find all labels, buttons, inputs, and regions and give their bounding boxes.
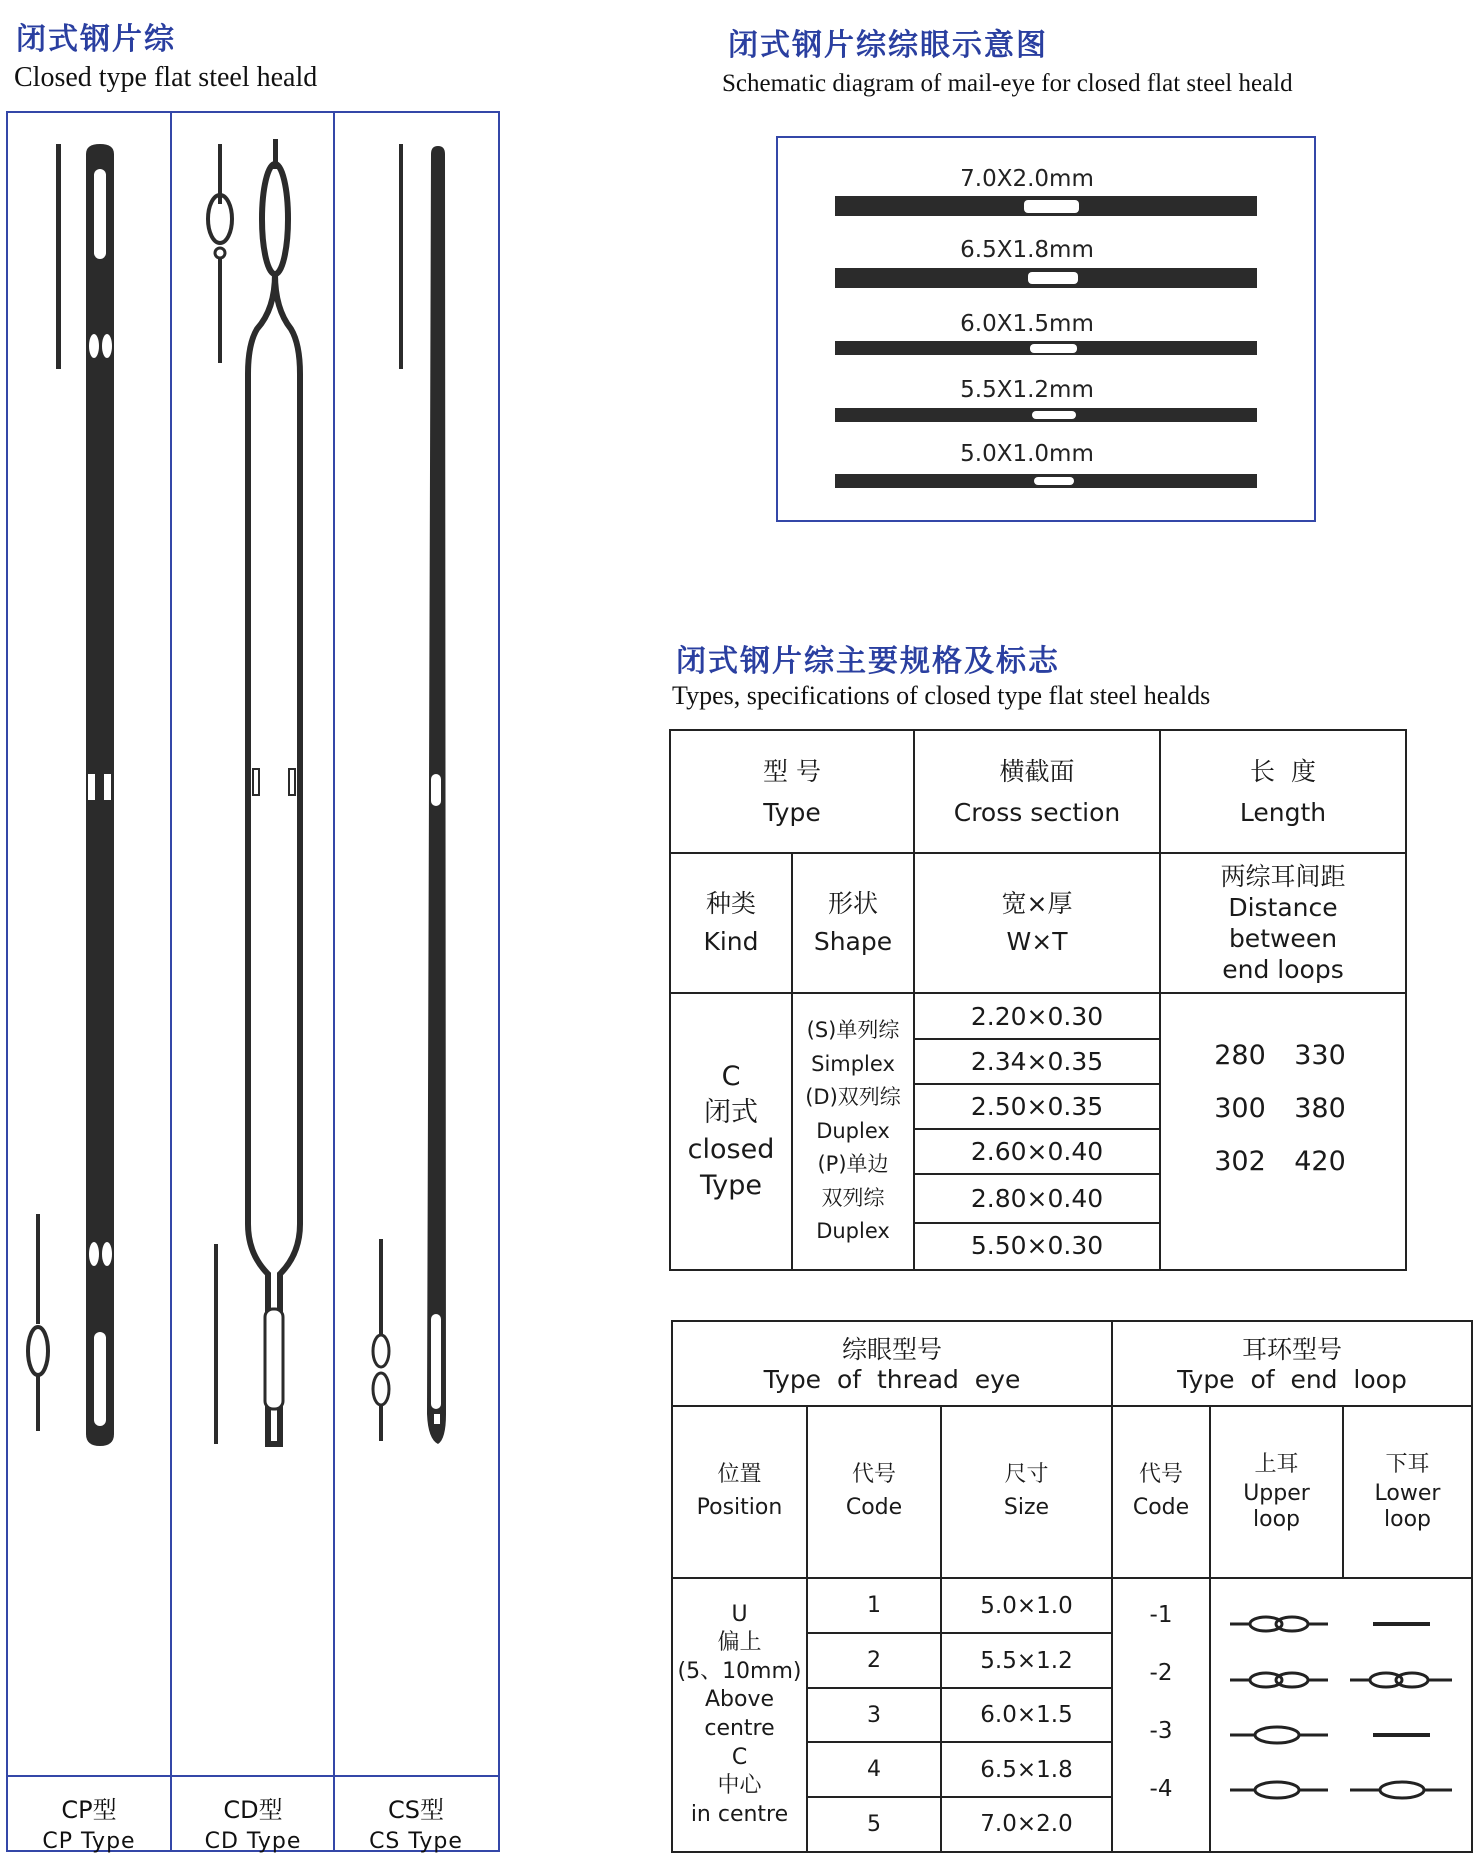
kind-value-line: closed: [687, 1133, 775, 1165]
section-value: 2.20×0.30: [970, 1001, 1104, 1031]
position-value-line: Above: [704, 1687, 775, 1713]
shape-value-line: Simplex: [811, 1051, 895, 1076]
header-length-en: Length: [1239, 797, 1327, 827]
header-type-en: Type: [763, 797, 821, 827]
cd-type-label-en: CD Type: [204, 1829, 302, 1854]
code-header-en: Code: [845, 1495, 903, 1520]
lower-loop-header-en-1: Lower: [1374, 1481, 1441, 1507]
cd-type-label-cn: CD型: [223, 1796, 283, 1824]
upper-loop-header-cn: 上耳: [1254, 1452, 1299, 1478]
loop-code-header-en: Code: [1132, 1495, 1190, 1520]
position-value-line: 偏上: [717, 1630, 762, 1656]
shape-value-line: (S)单列综: [806, 1017, 900, 1042]
eye-size: 7.0×2.0: [980, 1811, 1073, 1838]
wt-header-en: W×T: [1006, 927, 1068, 956]
distance-header-en-1: Distance: [1228, 892, 1338, 922]
eye-size: 5.5×1.2: [980, 1647, 1073, 1674]
thread-eye-header-en: Type of thread eye: [763, 1365, 1021, 1394]
eye-size: 5.0×1.0: [980, 1592, 1073, 1619]
loop-code: -1: [1149, 1602, 1173, 1628]
position-header-cn: 位置: [717, 1462, 762, 1488]
spec-title-cn: 闭式钢片综主要规格及标志: [676, 644, 1060, 679]
length-value: 380: [1294, 1093, 1346, 1124]
upper-loop-header-en-2: loop: [1253, 1506, 1300, 1532]
position-value-line: centre: [704, 1716, 775, 1741]
position-header-en: Position: [696, 1495, 783, 1520]
end-loop-header-cn: 耳环型号: [1241, 1335, 1342, 1364]
shape-value-line: Duplex: [816, 1219, 890, 1244]
length-value: 330: [1294, 1040, 1346, 1071]
header-length-cn: 长 度: [1250, 757, 1316, 786]
header-type-cn: 型 号: [763, 757, 821, 786]
left-title-cn: 闭式钢片综: [16, 22, 176, 57]
upper-loop-header: [1210, 1408, 1343, 1576]
lower-loop-header-cn: 下耳: [1385, 1452, 1430, 1478]
section-value: 2.60×0.40: [970, 1136, 1104, 1166]
position-value-line: U: [731, 1601, 748, 1627]
position-value-line: (5、10mm): [677, 1658, 802, 1684]
section-value: 2.50×0.35: [970, 1091, 1104, 1121]
position-value-line: 中心: [717, 1773, 762, 1799]
end-loop-header-en: Type of end loop: [1177, 1365, 1407, 1394]
end-loop-symbols: [1210, 1580, 1472, 1850]
header-cross-cn: 横截面: [999, 757, 1075, 786]
position-header: [672, 1408, 807, 1576]
loop-code: -3: [1149, 1718, 1173, 1744]
eye-code: 5: [867, 1811, 881, 1837]
eye-label: 5.5X1.2mm: [960, 377, 1094, 403]
shape-header-en: Shape: [813, 927, 893, 956]
size-header: [941, 1408, 1112, 1576]
kind-header-en: Kind: [703, 927, 759, 956]
position-value-line: C: [731, 1744, 748, 1770]
size-header-en: Size: [1003, 1495, 1050, 1520]
distance-header-en-3: end loops: [1222, 955, 1344, 985]
upper-loop-header-en-1: Upper: [1243, 1481, 1310, 1507]
shape-header-cn: 形状: [827, 888, 878, 918]
eye-size: 6.5×1.8: [980, 1756, 1073, 1783]
code-header: [807, 1408, 941, 1576]
code-header-cn: 代号: [851, 1462, 896, 1488]
header-cross-en: Cross section: [953, 797, 1121, 827]
kind-header-cn: 种类: [705, 888, 756, 918]
kind-value-line: 闭式: [704, 1097, 758, 1129]
loop-code-header: [1112, 1408, 1210, 1576]
shape-value-line: (D)双列综: [805, 1085, 901, 1110]
length-value: 300: [1214, 1093, 1266, 1124]
eye-code: 3: [867, 1702, 881, 1728]
kind-value-line: Type: [699, 1169, 762, 1201]
position-value-line: in centre: [690, 1801, 789, 1827]
thread-eye-header-cn: 综眼型号: [841, 1335, 942, 1364]
end-loop-header: [1112, 1325, 1472, 1405]
loop-code-header-cn: 代号: [1138, 1462, 1183, 1488]
loop-code: -2: [1149, 1660, 1173, 1686]
eye-label: 6.5X1.8mm: [960, 237, 1094, 263]
eye-code: 4: [867, 1757, 881, 1783]
wt-header-cn: 宽×厚: [1001, 888, 1073, 918]
eye-code: 2: [867, 1648, 881, 1674]
cp-type-label-cn: CP型: [61, 1796, 117, 1824]
schematic-title-cn: 闭式钢片综综眼示意图: [728, 28, 1048, 63]
section-value: 5.50×0.30: [970, 1231, 1104, 1261]
distance-header-cn: 两综耳间距: [1220, 861, 1346, 891]
shape-value-line: (P)单边: [817, 1152, 889, 1177]
schematic-title-en: Schematic diagram of mail-eye for closed flat steel heald: [722, 70, 1293, 97]
length-value: 420: [1294, 1146, 1346, 1177]
spec-title-en: Types, specifications of closed type flat steel healds: [672, 681, 1211, 710]
shape-value-line: Duplex: [816, 1118, 890, 1143]
size-header-cn: 尺寸: [1004, 1462, 1049, 1488]
left-title-en: Closed type flat steel heald: [14, 62, 318, 93]
eye-code: 1: [867, 1593, 881, 1619]
cs-type-label-en: CS Type: [369, 1829, 463, 1854]
eye-label: 6.0X1.5mm: [960, 311, 1094, 337]
cp-type-label-en: CP Type: [42, 1829, 136, 1854]
thread-eye-header: [672, 1325, 1112, 1405]
eye-label: 7.0X2.0mm: [960, 166, 1094, 192]
length-value: 280: [1214, 1040, 1266, 1071]
eye-label: 5.0X1.0mm: [960, 441, 1094, 467]
cs-type-label-cn: CS型: [388, 1796, 444, 1824]
section-value: 2.80×0.40: [970, 1183, 1104, 1213]
lower-loop-header: [1343, 1408, 1472, 1576]
eye-size: 6.0×1.5: [980, 1702, 1073, 1729]
shape-value-line: 双列综: [821, 1185, 885, 1210]
length-value: 302: [1214, 1146, 1266, 1177]
lower-loop-header-en-2: loop: [1384, 1506, 1431, 1532]
distance-header-en-2: between: [1228, 924, 1338, 953]
section-value: 2.34×0.35: [970, 1046, 1104, 1076]
position-values: [672, 1580, 807, 1850]
loop-code: -4: [1149, 1776, 1173, 1802]
kind-value-line: C: [721, 1060, 741, 1092]
